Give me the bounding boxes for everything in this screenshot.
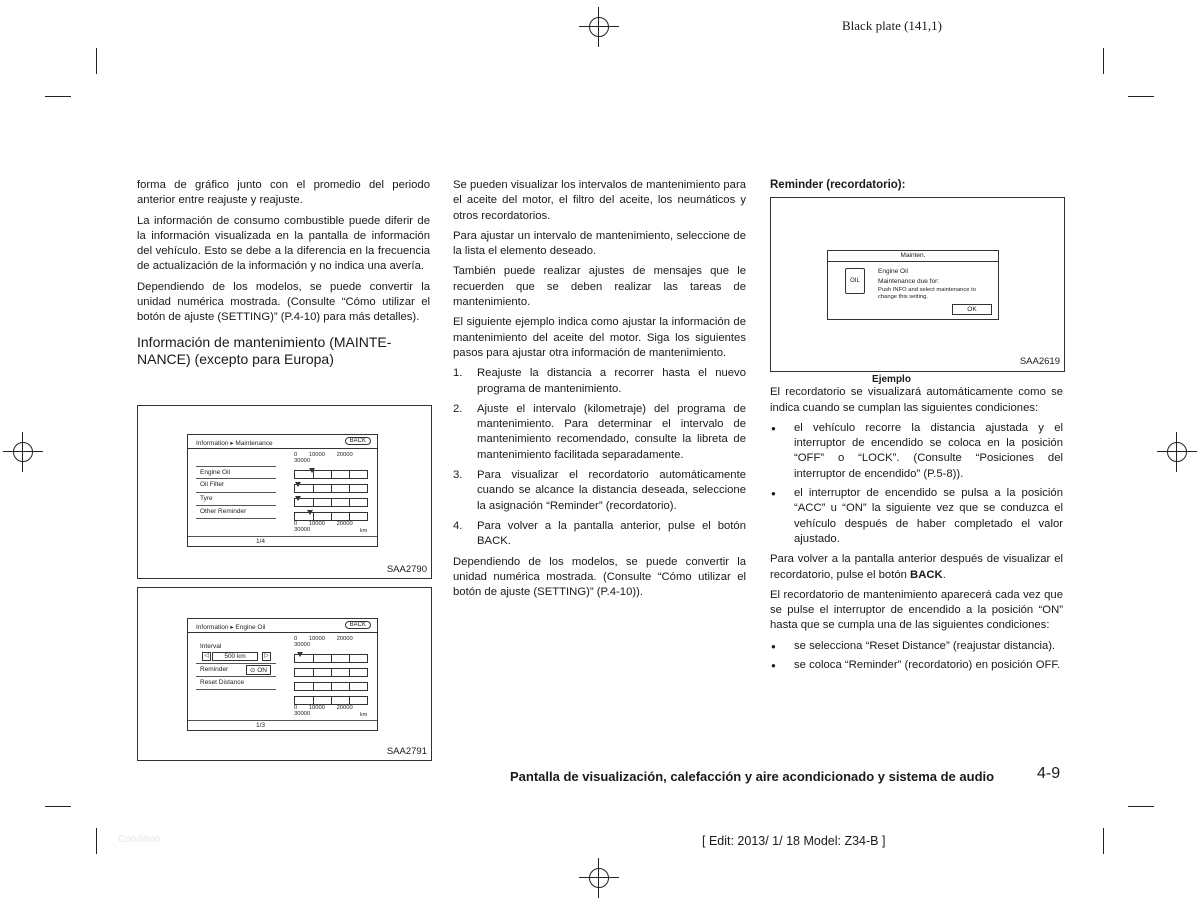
ok-button[interactable]: OK — [952, 304, 992, 315]
list-item — [453, 519, 746, 550]
interval-label: Interval — [200, 643, 222, 650]
registration-mark-top — [579, 7, 619, 47]
paragraph: Dependiendo de los modelos, se puede convertir la unidad numérica mostrada. (Consulte “Cómo utilizar el botón de ajuste (SETTING)” (P.4-10)). — [453, 555, 746, 599]
column-right — [770, 178, 1063, 678]
divider — [196, 492, 276, 493]
scale-bottom: 0 10000 20000 30000 — [294, 521, 353, 533]
oil-can-icon — [845, 268, 865, 294]
crop-mark — [1103, 828, 1104, 854]
divider — [188, 720, 377, 721]
plate-label: Black plate (141,1) — [842, 18, 942, 33]
distance-marker — [307, 510, 313, 515]
page-indicator: 1/3 — [256, 722, 266, 729]
paragraph: El siguiente ejemplo indica como ajustar la información de mantenimiento del aceite del motor. Siga los siguientes pasos para ajustar otra información de mantenimiento. — [453, 316, 746, 359]
divider — [196, 676, 276, 677]
text: Para volver a la pantalla anterior después de visualizar el recordatorio, pulse el botón — [770, 553, 1063, 581]
step-number: 4. — [453, 519, 463, 532]
reminder-label: Reminder — [200, 666, 229, 673]
dialog-line: Engine Oil — [878, 268, 908, 276]
back-keyword: BACK — [910, 568, 943, 581]
column-middle — [453, 178, 746, 605]
progress-bar — [294, 512, 368, 521]
bullet-list — [770, 639, 1063, 674]
divider — [196, 689, 276, 690]
figure-reminder-screen — [770, 197, 1065, 372]
step-text: Para visualizar el recordatorio automáticamente cuando se alcance la distancia deseada, seleccione la asignación “Reminder” (recordatorio). — [477, 469, 746, 512]
crop-mark — [45, 806, 71, 807]
registration-mark-bottom — [579, 858, 619, 898]
crop-mark — [96, 828, 97, 854]
paragraph: El recordatorio se visualizará automáticamente como se indica cuando se cumplan las siguientes condiciones: — [770, 386, 1063, 414]
figure-maintenance-screen — [137, 405, 432, 579]
list-item — [453, 468, 746, 514]
paragraph — [770, 552, 1063, 583]
distance-marker — [309, 468, 315, 473]
divider — [196, 518, 276, 519]
column-left — [137, 178, 430, 374]
display-screen — [187, 618, 378, 731]
progress-bar — [294, 696, 368, 705]
interval-value[interactable]: 500 km — [212, 652, 258, 661]
crop-mark — [1103, 48, 1104, 74]
step-number: 1. — [453, 367, 463, 380]
figure-engine-oil-screen — [137, 587, 432, 761]
subheading: Reminder (recordatorio): — [770, 179, 906, 191]
divider — [196, 466, 276, 467]
divider — [188, 448, 377, 449]
step-text: Ajuste el intervalo (kilometraje) del programa de mantenimiento. Para determinar el intervalo de mantenimiento recomendado, consulte la libreta de mantenimiento facilitada separadamente. — [477, 402, 746, 461]
increase-arrow-icon[interactable]: ▷ — [262, 652, 271, 661]
paragraph: Dependiendo de los modelos, se puede convertir la unidad numérica mostrada. (Consulte “Cómo utilizar el botón de ajuste (SETTING)” (P.4-10) para más detalles). — [137, 280, 430, 324]
step-number: 2. — [453, 402, 463, 415]
back-button[interactable]: BACK — [345, 621, 371, 629]
scale-bottom: 0 10000 20000 30000 — [294, 705, 353, 717]
crop-mark — [1128, 96, 1154, 97]
step-text: Reajuste la distancia a recorrer hasta el nuevo programa de mantenimiento. — [477, 367, 746, 395]
distance-marker — [295, 496, 301, 501]
progress-bar — [294, 484, 368, 493]
back-button[interactable]: BACK — [345, 437, 371, 445]
section-heading: Información de mantenimiento (MAINTE- NANCE) (excepto para Europa) — [137, 333, 392, 367]
unit-label: km — [360, 712, 368, 718]
paragraph: También puede realizar ajustes de mensajes que le recuerden que se deben realizar las tareas de mantenimiento. — [453, 265, 746, 309]
text: . — [942, 568, 946, 581]
screen-title: Information ▸ Maintenance — [196, 440, 273, 447]
steps-list — [453, 366, 746, 549]
crop-mark — [96, 48, 97, 74]
condition-label: Condition: — [118, 834, 164, 845]
paragraph: Se pueden visualizar los intervalos de mantenimiento para el aceite del motor, el filtro del aceite, los neumáticos y otros recordatorios. — [453, 179, 746, 222]
list-item: ● el vehículo recorre la distancia ajustada y el interruptor de encendido se coloca en la posición “OFF” o “LOCK”. (Consulte “Posiciones del interruptor de encendido” (P.5-8)). — [770, 421, 1063, 482]
registration-mark-left — [3, 432, 43, 472]
step-text: Para volver a la pantalla anterior, pulse el botón BACK. — [477, 519, 746, 548]
dialog-title: Mainten. — [828, 251, 998, 262]
list-item — [453, 402, 746, 463]
divider — [196, 478, 276, 479]
figure-caption: Ejemplo — [872, 374, 911, 386]
registration-mark-right — [1157, 432, 1197, 472]
progress-bar — [294, 654, 368, 663]
paragraph: Para ajustar un intervalo de mantenimiento, seleccione de la lista el elemento deseado. — [453, 229, 746, 258]
progress-bar — [294, 668, 368, 677]
paragraph: La información de consumo combustible puede diferir de la información visualizada en la pantalla de información del vehículo. Esto se debe a la diferencia en la frecuencia de actualización de la información y no indica una avería. — [137, 214, 430, 273]
paragraph: El recordatorio de mantenimiento aparecerá cada vez que se pulse el interruptor de encendido a la posición “ON” hasta que se cumpla una de las siguientes condiciones: — [770, 588, 1063, 632]
unit-label: km — [360, 528, 368, 534]
divider — [188, 632, 377, 633]
scale-top: 0 10000 20000 30000 — [294, 452, 353, 464]
paragraph: forma de gráfico junto con el promedio del periodo anterior entre reajuste y reajuste. — [137, 179, 430, 207]
figure-code: SAA2791 — [386, 746, 427, 757]
page-number: 4-9 — [1037, 765, 1061, 782]
dialog-line: Maintenance due for: — [878, 278, 940, 286]
distance-marker — [295, 482, 301, 487]
display-screen — [187, 434, 378, 547]
decrease-arrow-icon[interactable]: ◁ — [202, 652, 211, 661]
figure-code: SAA2790 — [386, 564, 427, 575]
bullet-list — [770, 421, 1063, 547]
crop-mark — [45, 96, 71, 97]
reset-distance-item[interactable]: Reset Distance — [200, 679, 245, 686]
menu-item-oil-filter[interactable]: Oil Filter — [200, 481, 225, 488]
list-item: ● el interruptor de encendido se pulsa a la posición “ACC” u “ON” la siguiente vez que se conduzca el vehículo después de haber completado el valor ajustado. — [770, 486, 1063, 547]
footer-chapter-title: Pantalla de visualización, calefacción y aire acondicionado y sistema de audio — [510, 769, 995, 784]
reminder-toggle[interactable]: ⊙ ON — [246, 665, 271, 675]
menu-item-tyre[interactable]: Tyre — [200, 495, 213, 502]
oil-icon-label: OIL — [850, 278, 860, 285]
screen-title: Information ▸ Engine Oil — [196, 624, 266, 631]
figure-code: SAA2619 — [1019, 356, 1060, 367]
reminder-dialog — [827, 250, 999, 320]
distance-marker — [297, 652, 303, 657]
menu-item-engine-oil[interactable]: Engine Oil — [200, 469, 230, 476]
progress-bar — [294, 682, 368, 691]
list-item: ● se coloca “Reminder” (recordatorio) en posición OFF. — [770, 658, 1063, 673]
dialog-line: Push INFO and select maintenance to change this setting. — [878, 287, 976, 301]
progress-bar — [294, 470, 368, 479]
step-number: 3. — [453, 469, 463, 482]
edit-info: [ Edit: 2013/ 1/ 18 Model: Z34-B ] — [702, 834, 886, 848]
progress-bar — [294, 498, 368, 507]
page-indicator: 1/4 — [256, 538, 266, 545]
divider — [196, 663, 276, 664]
crop-mark — [1128, 806, 1154, 807]
list-item: ● se selecciona “Reset Distance” (reajustar distancia). — [770, 639, 1063, 654]
divider — [188, 536, 377, 537]
scale-top: 0 10000 20000 30000 — [294, 636, 353, 648]
divider — [196, 505, 276, 506]
list-item — [453, 366, 746, 397]
menu-item-other-reminder[interactable]: Other Reminder — [200, 508, 247, 515]
